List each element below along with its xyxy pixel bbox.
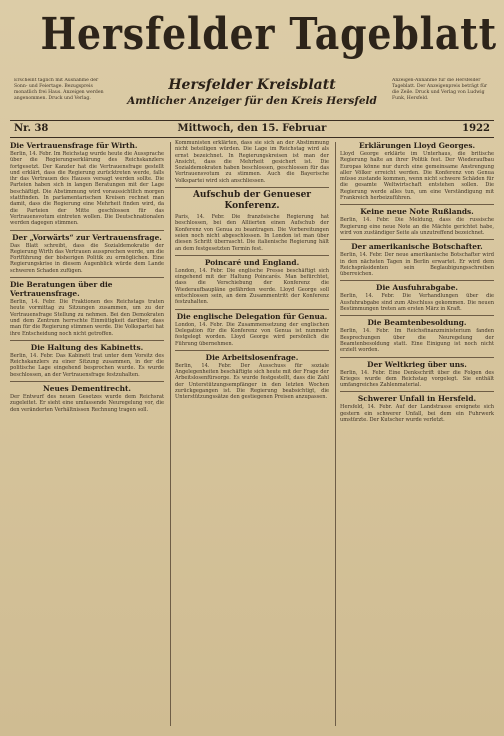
article-separator <box>175 309 329 310</box>
article-headline: Aufschub der Genueser Konferenz. <box>192 190 312 212</box>
article <box>175 258 329 306</box>
article-headline: Schwerer Unfall in Hersfeld. <box>357 394 477 404</box>
article-separator <box>340 239 494 240</box>
article-body: Berlin, 14. Febr. Das Kabinett trat unter dem Vorsitz des Reichskanzlers zu einer Sitzung zusammen, in der die politische Lage eingehend besprochen wurde. Es wurde beschlossen, an der Vertrauensfrage festzuhalten. <box>10 352 164 378</box>
column-3 <box>340 140 494 730</box>
column-1 <box>10 140 164 730</box>
article-separator <box>175 350 329 351</box>
issue-year: 1922 <box>462 123 490 134</box>
article <box>340 394 494 423</box>
article-separator <box>340 204 494 205</box>
article-body: Berlin, 14. Febr. Die Fraktionen des Reichstags traten heute vormittag zu Sitzungen zusammen, um zu der Vertrauensfrage Stellung zu nehmen. Bei den Demokraten und dem Zentrum herrschte Einmütigkeit darüber, dass man für die Regierung stimmen werde. Die Volkspartei hat ihre Entscheidung noch nicht getroffen. <box>10 299 164 337</box>
article-body: Berlin, 14. Febr. Die Meldung, dass die russische Regierung eine neue Note an die Mächte gerichtet habe, wird von zuständiger Seite als unzutreffend bezeichnet. <box>340 217 494 236</box>
article-separator <box>340 315 494 316</box>
dateline <box>10 120 494 138</box>
article-headline: Poincaré und England. <box>204 257 300 267</box>
article-body: Berlin, 14. Febr. Der Ausschuss für soziale Angelegenheiten beschäftigte sich heute mit der Frage der Arbeitslosenfürsorge. Es wurde festgestellt, dass die Zahl der Unterstützungsempfänger in den letzten Wochen zurückgegangen ist. Die Regierung beabsichtigt, die Unterstützungssätze den gestiegenen Preisen anzupassen. <box>175 362 329 401</box>
article-separator <box>340 391 494 392</box>
masthead-info-left: Erscheint täglich mit Ausnahme der Sonn- und Feiertage. Bezugspreis monatlich frei Haus. Anzeigen werden angenommen. Druck und Verlag. <box>14 78 104 101</box>
article-headline: Die Beamtenbesoldung. <box>367 318 467 328</box>
article-body: London, 14. Febr. Die englische Presse beschäftigt sich eingehend mit der Haltung Poincarés. Man befürchtet, dass die Verschiebung der Konferenz die Wiederaufbaupläne gefährden werde. Lloyd George soll entschlossen sein, an dem Zusammentritt der Konferenz festzuhalten. <box>175 267 329 306</box>
column-divider <box>335 142 336 726</box>
article-separator <box>10 340 164 341</box>
kreisblatt-title: Hersfelder Kreisblatt <box>168 77 336 93</box>
article-body: Kommunisten erklärten, dass sie sich an der Abstimmung nicht beteiligen würden. Die Lage im Reichstag wird als ernst bezeichnet. In Regierungskreisen ist man der Ansicht, dass die Mehrheit gesichert ist. Die Sozialdemokraten haben beschlossen, geschlossen für das Vertrauensvotum zu stimmen. Auch die Bayerische Volkspartei wird sich anschliessen. <box>175 140 329 184</box>
article-body: Berlin, 14. Febr. Im Reichstag wurde heute die Aussprache über die Regierungserklärung des Reichskanzlers fortgesetzt. Der Kanzler hat die Vertrauensfrage gestellt und erklärt, dass die Regierung zurücktreten werde, falls ihr das Vertrauen des Hauses versagt werden sollte. Die Parteien haben sich in langen Beratungen mit der Lage beschäftigt. Die Abstimmung wird voraussichtlich morgen stattfinden. In parlamentarischen Kreisen rechnet man damit, dass die Regierung eine Mehrheit finden wird, da die Parteien der Mitte geschlossen für das Vertrauensvotum eintreten wollen. Die Deutschnationalen werden dagegen stimmen. <box>10 151 164 227</box>
article-body: Der Entwurf des neuen Gesetzes wurde dem Reichsrat zugeleitet. Er sieht eine umfassende Neuregelung vor, die den veränderten Verhältnissen Rechnung tragen soll. <box>10 394 164 413</box>
article <box>340 141 494 201</box>
newspaper-title: Hersfelder Tageblatt <box>40 9 497 60</box>
article-columns <box>10 140 494 732</box>
article-body: London, 14. Febr. Die Zusammensetzung der englischen Delegation für die Konferenz von Genua ist nunmehr festgelegt worden. Lloyd George wird persönlich die Führung übernehmen. <box>175 321 329 347</box>
article-body: Berlin, 14. Febr. Im Reichsfinanzministerium fanden Besprechungen über die Neuregelung der Beamtenbesoldung statt. Eine Einigung ist noch nicht erzielt worden. <box>340 328 494 354</box>
article <box>340 207 494 236</box>
subhead <box>0 76 504 116</box>
article <box>10 384 164 413</box>
article <box>10 280 164 337</box>
article-separator <box>175 187 329 188</box>
article-headline: Die englische Delegation für Genua. <box>176 311 328 321</box>
article-body: Berlin, 14. Febr. Die Verhandlungen über die Ausfuhrabgabe sind zum Abschluss gekommen. Die neuen Bestimmungen treten am ersten März in Kraft. <box>340 293 494 313</box>
article-body: Lloyd George erklärte im Unterhaus, die britische Regierung halte an ihrer Politik fest. Der Wiederaufbau Europas könne nur durch eine gemeinsame Anstrengung aller Völker erreicht werden. Die Konferenz von Genua müsse zustande kommen, wenn nicht schwere Schäden für die gesamte Weltwirtschaft entstehen sollen. Die Regierung werde alles tun, um eine Verständigung mit Frankreich herbeizuführen. <box>340 151 494 202</box>
article-separator <box>10 277 164 278</box>
article-headline: Die Ausfuhrabgabe. <box>376 283 458 293</box>
article-headline: Keine neue Note Rußlands. <box>360 207 474 217</box>
article-body: Berlin, 14. Febr. Eine Denkschrift über die Folgen des Krieges wurde dem Reichstag vorgelegt. Sie enthält umfangreiches Zahlenmaterial. <box>340 369 494 389</box>
article-headline: Die Arbeitslosenfrage. <box>205 352 299 362</box>
article <box>340 242 494 277</box>
article-body: Das Blatt schreibt, dass die Sozialdemokratie der Regierung Wirth das Vertrauen aussprechen werde, um die Fortführung der bisherigen Politik zu ermöglichen. Eine Regierungskrise in diesem Augenblick würde dem Lande schweren Schaden zufügen. <box>10 242 164 274</box>
issue-date: Mittwoch, den 15. Februar <box>177 123 327 134</box>
article-body: Berlin, 14. Febr. Der neue amerikanische Botschafter wird in den nächsten Tagen in Berlin erwartet. Er wird dem Reichspräsidenten sein Beglaubigungsschreiben überreichen. <box>340 252 494 278</box>
article <box>10 233 164 274</box>
article <box>175 312 329 347</box>
article-body: Paris, 14. Febr. Die französische Regierung hat beschlossen, bei den Alliierten einen Aufschub der Konferenz von Genua zu beantragen. Die Vorbereitungen seien noch nicht abgeschlossen. In London ist man über diesen Schritt überrascht. Die italienische Regierung hält an dem festgesetzten Termin fest. <box>175 214 329 252</box>
article <box>175 140 329 184</box>
article <box>340 318 494 353</box>
article-headline: Der „Vorwärts“ zur Vertrauensfrage. <box>12 232 162 242</box>
article-separator <box>175 255 329 256</box>
article <box>340 360 494 389</box>
article-separator <box>10 381 164 382</box>
issue-number: Nr. 38 <box>14 123 49 134</box>
article-body: Hersfeld, 14. Febr. Auf der Landstrasse ereignete sich gestern ein schwerer Unfall, bei dem ein Fuhrwerk umstürzte. Der Kutscher wurde verletzt. <box>340 404 494 424</box>
article-headline: Der amerikanische Botschafter. <box>351 242 483 252</box>
article-separator <box>340 357 494 358</box>
article <box>340 283 494 312</box>
anzeiger-title: Amtlicher Anzeiger für den Kreis Hersfeld <box>127 95 377 107</box>
article-headline: Die Haltung des Kabinetts. <box>30 342 144 352</box>
masthead <box>6 6 498 66</box>
article <box>10 343 164 378</box>
article-headline: Die Beratungen über die Vertrauensfrage. <box>10 280 113 299</box>
article-headline: Erklärungen Lloyd Georges. <box>358 141 476 150</box>
article-headline: Die Vertrauensfrage für Wirth. <box>10 141 138 150</box>
article <box>175 353 329 401</box>
masthead-info-right: Anzeigen-Annahme für die Hersfelder Tageblatt. Der Anzeigenpreis beträgt für die Zeile. Druck und Verlag von Ludwig Funk, Hersfeld. <box>392 78 488 101</box>
article-separator <box>340 280 494 281</box>
article-separator <box>10 230 164 231</box>
column-divider <box>170 142 171 726</box>
article <box>175 190 329 252</box>
article-headline: Neues Dementirecht. <box>43 384 131 394</box>
column-2 <box>175 140 329 730</box>
article-headline: Der Weltkrieg über uns. <box>367 359 467 369</box>
article <box>10 141 164 227</box>
